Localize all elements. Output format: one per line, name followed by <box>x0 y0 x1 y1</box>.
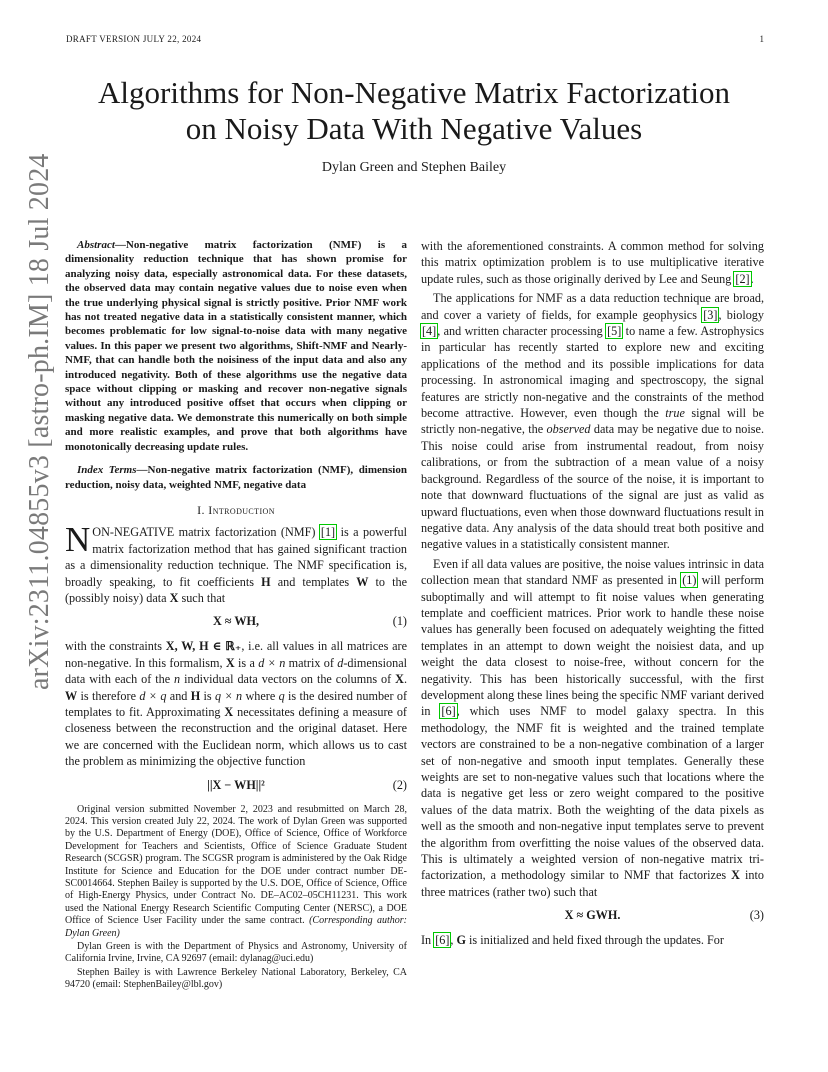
footnote-affiliation-green: Dylan Green is with the Department of Physics and Astronomy, University of California Irvine, Irvine, CA 92697 (email: dylanag@uci.edu) <box>65 941 407 965</box>
citation-link[interactable]: [6] <box>441 704 456 719</box>
citation-link[interactable]: [3] <box>703 307 718 322</box>
right-column <box>421 238 764 952</box>
citation-link[interactable]: [2] <box>735 271 750 286</box>
citation-link[interactable]: [5] <box>607 324 622 339</box>
right-paragraph-2: Even if all data values are positive, the noise values intrinsic in data collection mean that standard NMF as presented in (1) will perform suboptimally and will attempt to fit noise values when generating template and coefficient matrices. Prior work to handle these noise values has generally been focused on adequately weighting the fitted templates in an attempt to down weight the noisiest data, and up weight the data closest to noise-free, without concern for the negativity. This has been historically successful, with the first development along these lines being the specific NMF variant derived in [6], which uses NMF to model galaxy spectra. In this methodology, the NMF fit is weighted and the trained template vectors are constrained to be a non-negative combination of a larger set of non-negative and smooth input templates. Generally these weights are set to non-negative values such that locations where the data is negative get less or zero weight compared to the positive values of the data matrix. Both the weighting of the data pixels as well as the smooth and non-negative input templates serve to prevent the algorithm from overfitting the noise values of the observed data. This is ultimately a weighted version of non-negative matrix tri-factorization, a methodology similar to NMF that factorizes X into three matrices (rather two) such that <box>421 556 765 899</box>
right-paragraph-0: with the aforementioned constraints. A common method for solving this matrix optimization problem is to use multiplicative iterative update rules, such as those originally derived by Lee and Seung [2]. <box>421 239 764 286</box>
running-header: DRAFT VERSION JULY 22, 2024 <box>66 34 202 44</box>
left-column <box>65 238 407 993</box>
authors: Dylan Green and Stephen Bailey <box>321 160 507 175</box>
equation-number: (3) <box>749 908 764 923</box>
abstract-lead: Abstract <box>77 239 115 251</box>
dropcap: N <box>65 520 91 560</box>
intro-paragraph-1: NON-NEGATIVE matrix factorization (NMF) [1] is a powerful matrix factorization method that has gained significant traction as a dimensionality reduction technique. The NMF specification is, broadly speaking, to fit coefficients H and templates W to the (possibly noisy) data X such that <box>65 520 407 605</box>
index-terms <box>65 463 407 492</box>
page-number: 1 <box>759 34 764 44</box>
right-paragraph-1: The applications for NMF as a data reduction technique are broad, and cover a variety of fields, for example geophysics [3], biology [4], and written character processing [5] to name a few. Astrophysics in particular has recently started to explore new and exciting applications of the method and its possible implications for data processing. In astronomical imaging and spectroscopy, the signal features are strictly non-negative and the constraints of the method become attractive. However, even though the true signal will be strictly non-negative, the observed data may be negative due to noise. This noise could arise from instrumental readout, from noisy calibrations, or from the subtraction of a mean value of a noisy background. Regardless of the source of the noise, it is important to note that downward fluctuations of the signal are just as valid as upward fluctuations, even when those downward fluctuations result in negative data. Any analysis of the data should treat both positive and negative values in a statistically consistent manner. <box>421 291 764 552</box>
equation-link[interactable]: (1) <box>682 573 697 588</box>
equation-1 <box>65 612 407 630</box>
citation-link[interactable]: [6] <box>435 933 450 948</box>
abstract-text: —Non-negative matrix factorization (NMF) is a dimensionality reduction technique that has shown promise for analyzing noisy data, especially astronomical data. For these datasets, the observed data may contain negative values due to noise even when the true underlying physical signal is strictly positive. Prior NMF work has not treated negative data in a statistically consistent manner, which becomes problematic for low signal-to-noise data with many negative values. In this paper we present two algorithms, Shift-NMF and Nearly-NMF, that can handle both the noisiness of the input data and also any introduced negativity. Both of these algorithms use the negative data space without clipping or masking and recover non-negative signals without any introduced positive offset that occurs when clipping or masking negative data. We demonstrate this numerically on both simple and more realistic examples, and prove that both algorithms have monotonically decreasing update rules. <box>65 239 407 453</box>
equation-body: X ≈ WH, <box>212 614 260 629</box>
title-line-1: Algorithms for Non-Negative Matrix Factorization <box>98 75 730 110</box>
equation-2 <box>65 776 407 794</box>
equation-number: (1) <box>392 614 407 629</box>
index-terms-lead: Index Terms <box>77 464 137 477</box>
footnote-affiliation-bailey: Stephen Bailey is with Lawrence Berkeley National Laboratory, Berkeley, CA 94720 (email: StephenBailey@lbl.gov) <box>65 966 407 991</box>
index-terms-text: —Non-negative matrix factorization (NMF), dimension reduction, noisy data, weighted NMF, negative data <box>65 464 407 491</box>
footnote-funding: Original version submitted November 2, 2023 and resubmitted on March 28, 2024. This version created July 22, 2024. The work of Dylan Green was supported by the U.S. Department of Energy (DOE), Office of Science, Office of Workforce Development for Teachers and Scientists, Office of Science Graduate Student Research (SCGSR) program. The SCGSR program is administered by the Oak Ridge Institute for Science and Education for the DOE under contract number DE-SC0014664. Stephen Bailey is supported by the U.S. DOE, Office of Science, Office of High-Energy Physics, under Contract No. DE–AC02–05CH11231. This work used the National Energy Research Scientific Computing Center (NERSC), a DOE Office of Science User Facility under the same contract. (Corresponding author: Dylan Green) <box>65 803 407 939</box>
footnote <box>65 804 407 992</box>
title-line-2: on Noisy Data With Negative Values <box>185 111 643 146</box>
equation-body: X ≈ GWH. <box>564 908 621 923</box>
section-heading-introduction: I. Introduction <box>197 502 275 517</box>
abstract <box>65 238 407 454</box>
paper-title <box>40 75 788 147</box>
citation-link[interactable]: [1] <box>320 525 336 540</box>
intro-paragraph-2: with the constraints X, W, H ∈ ℝ₊, i.e. all values in all matrices are non-negative. In this formalism, X is a d × n matrix of d-dimensional data with each of the n individual data vectors on the columns of X. W is therefore d × q and H is q × n where q is the desired number of templates to fit. Approximating X necessitates defining a measure of closeness between the reconstruction and the original dataset. Here we are concerned with the Euclidean norm, which allows us to cast the problem as minimizing the objective function <box>65 639 408 769</box>
equation-body: ||X − WH||² <box>207 777 265 792</box>
right-paragraph-3: In [6], G is initialized and held fixed through the updates. For <box>421 933 724 948</box>
equation-number: (2) <box>392 777 407 792</box>
equation-3 <box>421 906 764 924</box>
arxiv-identifier: arXiv:2311.04855v3 [astro-ph.IM] 18 Jul 2024 <box>24 153 55 690</box>
citation-link[interactable]: [4] <box>422 324 437 339</box>
